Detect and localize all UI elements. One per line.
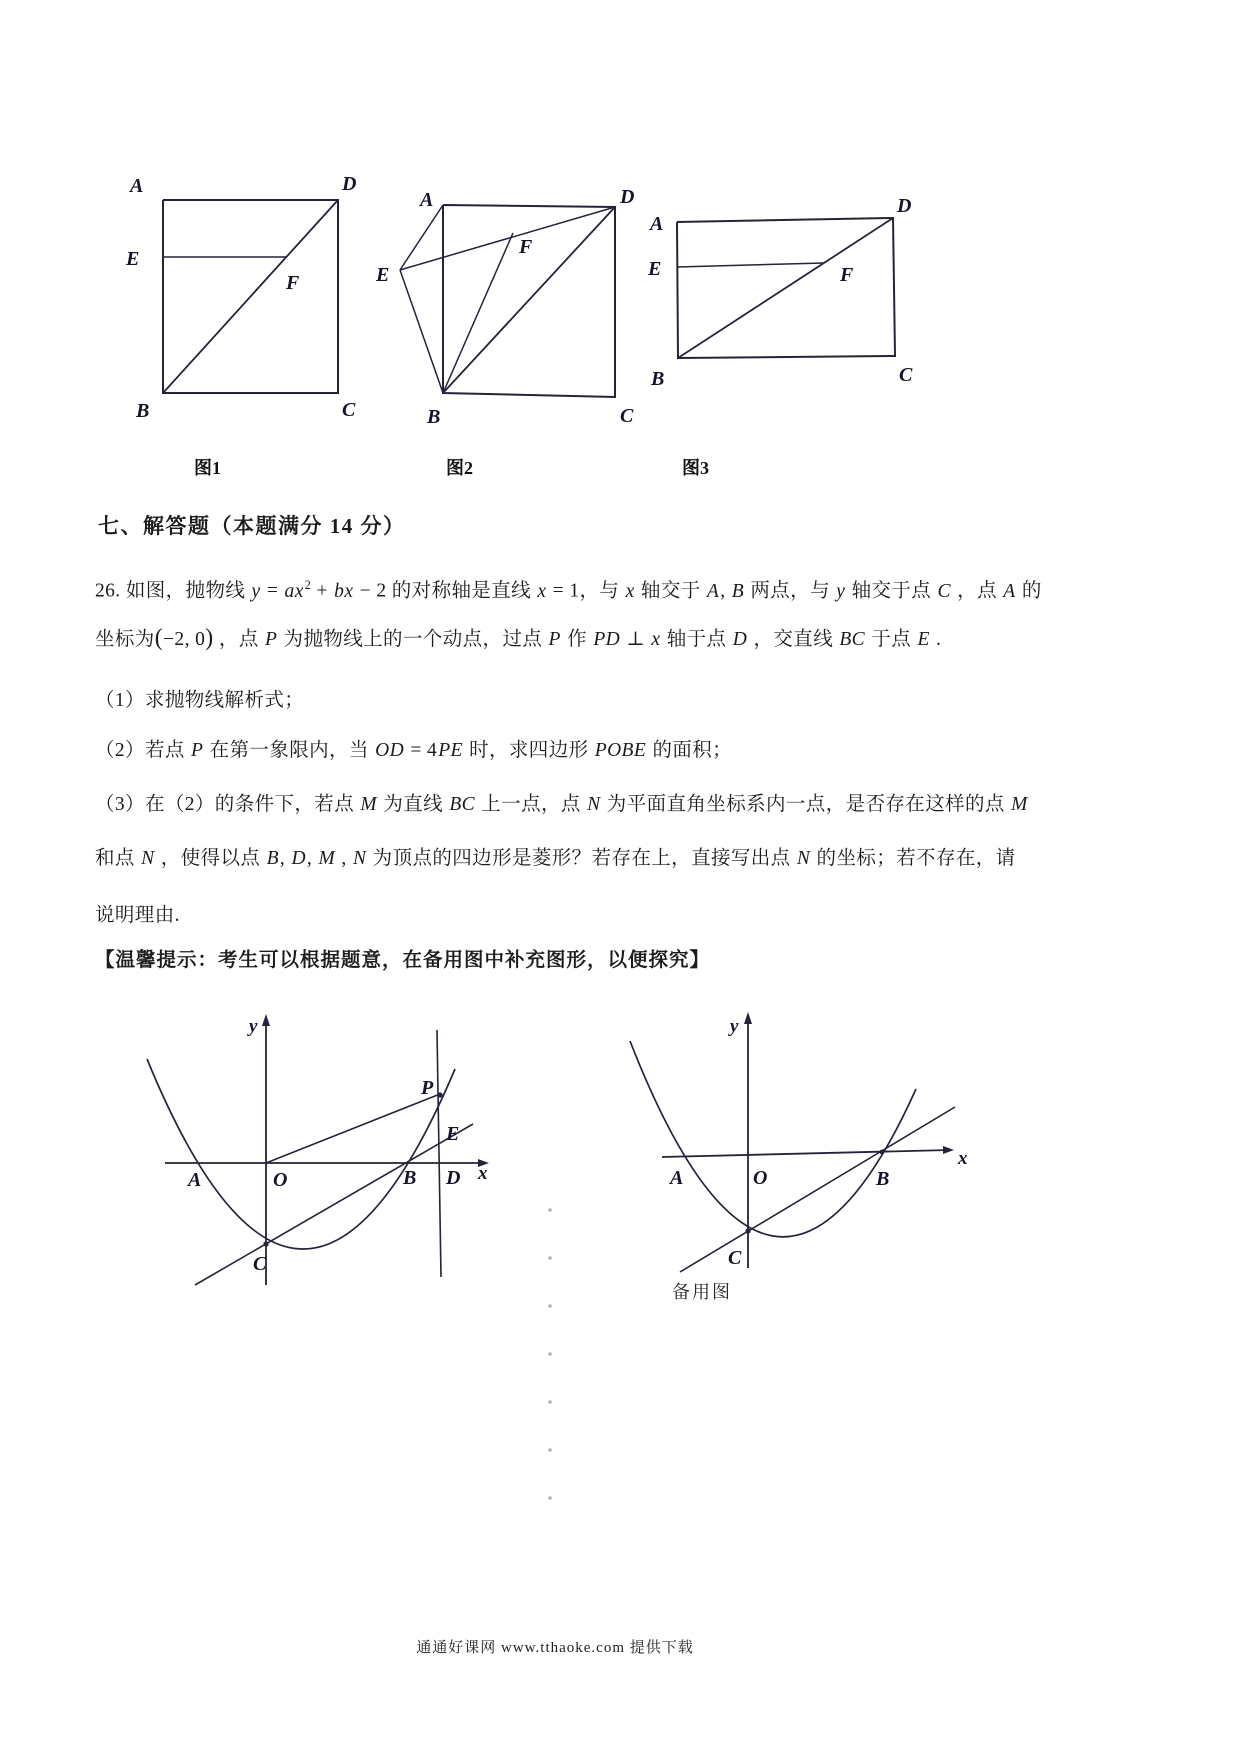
fig1-label-C: C bbox=[342, 399, 356, 421]
left-y-label: y bbox=[249, 1016, 258, 1037]
left-label-O: O bbox=[273, 1169, 288, 1191]
problem-line-7: 说明理由. bbox=[95, 905, 180, 926]
graph-main bbox=[147, 1014, 489, 1285]
left-line-PD bbox=[437, 1030, 441, 1277]
fig2-segment-EA bbox=[400, 205, 443, 270]
left-label-P: P bbox=[421, 1077, 434, 1099]
graph-backup bbox=[630, 1012, 968, 1302]
fig1-caption: 图1 bbox=[194, 458, 221, 478]
right-point-B bbox=[880, 1150, 885, 1155]
fig2-label-A: A bbox=[420, 189, 434, 211]
right-label-O: O bbox=[753, 1167, 768, 1189]
coordinate-graphs bbox=[100, 1000, 980, 1520]
right-label-A: A bbox=[670, 1167, 684, 1189]
left-point-C bbox=[263, 1241, 268, 1246]
problem-line-2: 坐标为(−2, 0) ，点 P 为抛物线上的一个动点，过点 P 作 PD ⊥ x 轴于点 D ，交直线 BC 于点 E . bbox=[95, 625, 942, 651]
fig3-label-E: E bbox=[648, 258, 662, 280]
fig3-label-C: C bbox=[899, 364, 913, 386]
right-line-BC bbox=[680, 1107, 955, 1272]
left-point-P bbox=[437, 1092, 442, 1097]
left-parabola bbox=[147, 1059, 455, 1249]
fig2-label-F: F bbox=[519, 236, 533, 258]
left-label-B: B bbox=[403, 1167, 417, 1189]
right-y-axis-arrow bbox=[744, 1012, 752, 1024]
fig2-label-B: B bbox=[427, 406, 441, 428]
right-label-C: C bbox=[728, 1247, 742, 1269]
fig2-segment-BF bbox=[443, 233, 513, 393]
right-point-C bbox=[745, 1228, 750, 1233]
left-x-label: x bbox=[478, 1163, 488, 1184]
problem-subquestion-2: （2）若点 P 在第一象限内，当 OD = 4PE 时，求四边形 POBE 的面积； bbox=[95, 740, 733, 761]
problem-subquestion-1: （1）求抛物线解析式； bbox=[95, 690, 305, 711]
fig2-label-E: E bbox=[376, 264, 390, 286]
section-header: 七、解答题（本题满分 14 分） bbox=[98, 514, 406, 538]
fig3-label-F: F bbox=[840, 264, 854, 286]
right-x-label: x bbox=[958, 1148, 968, 1169]
fig3-label-A: A bbox=[650, 213, 664, 235]
fig1-diagonal-BD bbox=[163, 200, 338, 393]
scan-artifact-dots bbox=[548, 1208, 552, 1500]
problem-subquestion-3: （3）在（2）的条件下，若点 M 为直线 BC 上一点，点 N 为平面直角坐标系内一点，是否存在这样的点 M bbox=[95, 794, 1028, 815]
hint-line: 【温馨提示：考生可以根据题意，在备用图中补充图形，以便探究】 bbox=[95, 950, 711, 971]
fig1-label-D: D bbox=[342, 173, 357, 195]
fig2-segment-EB bbox=[400, 270, 443, 393]
fig3-caption: 图3 bbox=[682, 458, 709, 478]
figure-2 bbox=[375, 186, 634, 478]
footer-credit: 通通好课网 www.tthaoke.com 提供下载 bbox=[416, 1640, 694, 1656]
left-label-C: C bbox=[253, 1253, 267, 1275]
fig2-diagonal-BD bbox=[443, 207, 615, 393]
left-label-E: E bbox=[446, 1123, 460, 1145]
fig2-caption: 图2 bbox=[446, 458, 473, 478]
left-label-A: A bbox=[188, 1169, 202, 1191]
fig3-label-B: B bbox=[651, 368, 665, 390]
problem-line-6: 和点 N ，使得以点 B, D, M , N 为顶点的四边形是菱形？若存在上，直接写出点 N 的坐标；若不存在，请 bbox=[95, 848, 1016, 869]
backup-graph-caption: 备用图 bbox=[672, 1282, 732, 1302]
fig2-label-C: C bbox=[620, 405, 634, 427]
fig1-label-F: F bbox=[286, 272, 300, 294]
fig1-label-E: E bbox=[126, 248, 140, 270]
fig3-segment-EF bbox=[677, 263, 824, 267]
figure-1 bbox=[125, 173, 356, 478]
fig3-diagonal-BD bbox=[678, 218, 893, 358]
right-y-label: y bbox=[730, 1016, 739, 1037]
geometry-figures bbox=[90, 140, 960, 490]
fig1-label-B: B bbox=[136, 400, 150, 422]
right-parabola bbox=[630, 1041, 916, 1237]
fig1-label-A: A bbox=[130, 175, 144, 197]
left-y-axis-arrow bbox=[262, 1014, 270, 1026]
right-x-axis-arrow bbox=[943, 1146, 954, 1154]
right-label-B: B bbox=[876, 1168, 890, 1190]
left-line-BC bbox=[195, 1124, 473, 1285]
figure-3 bbox=[647, 195, 913, 478]
problem-line-1: 26. 如图，抛物线 $y = ax^2$ + bx − 2 的对称轴是直线 x = 1，与 x 轴交于 A, B 两点，与 y 轴交于点 C ，点 A 的 bbox=[95, 578, 1042, 602]
left-label-D: D bbox=[446, 1167, 461, 1189]
right-x-axis bbox=[662, 1150, 950, 1157]
fig2-label-D: D bbox=[620, 186, 635, 208]
fig2-segment-ED bbox=[400, 207, 615, 270]
fig3-label-D: D bbox=[897, 195, 912, 217]
